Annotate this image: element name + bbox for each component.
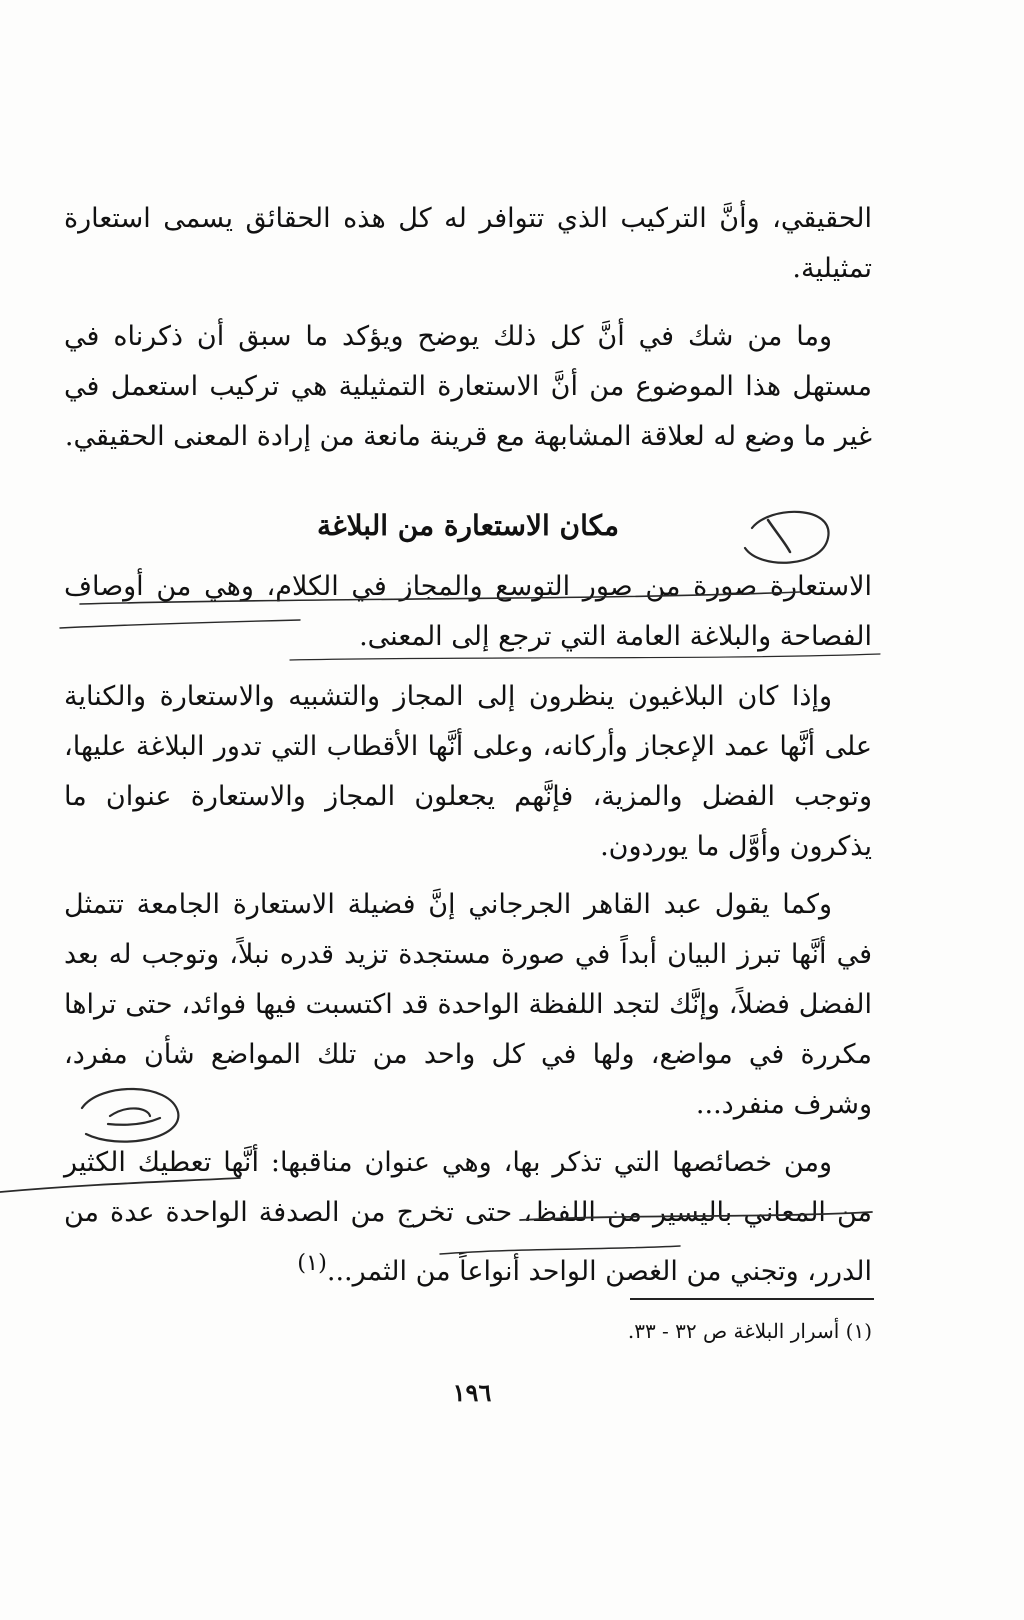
- footnote-divider: [630, 1298, 874, 1300]
- paragraph-4: [64, 672, 872, 872]
- section-heading: مكان الاستعارة من البلاغة: [316, 509, 620, 542]
- paragraph-2: [64, 312, 872, 462]
- page-number: ١٩٦: [452, 1378, 492, 1407]
- paragraph-5-text: وكما يقول عبد القاهر الجرجاني إنَّ فضيلة الاستعارة الجامعة تتمثل في أنَّها تبرز البيان أبداً في صورة مستجدة تزيد قدره نبلاً، وتوجب له بعد الفضل فضلاً، وإنَّك لتجد اللفظة الواحدة قد اكتسبت فيها فوائد، حتى تراها مكررة في مواضع، ولها في كل واحد من تلك المواضع شأن مفرد، وشرف منفرد...: [64, 889, 872, 1120]
- paragraph-1: الحقيقي، وأنَّ التركيب الذي تتوافر له كل هذه الحقائق يسمى استعارة تمثيلية.: [64, 203, 872, 284]
- paragraph-3: الاستعارة صورة من صور التوسع والمجاز في الكلام، وهي من أوصاف الفصاحة والبلاغة العامة التي ترجع إلى المعنى.: [64, 571, 872, 652]
- paragraph-6: [64, 1138, 872, 1297]
- footnote-reference: (١): [297, 1250, 327, 1276]
- paragraph-5: [64, 880, 872, 1130]
- paragraph-4-text: وإذا كان البلاغيون ينظرون إلى المجاز والتشبيه والاستعارة والكناية على أنَّها عمد الإعجاز وأركانه، وعلى أنَّها الأقطاب التي تدور البلاغة عليها، وتوجب الفضل والمزية، فإنَّهم يجعلون المجاز والاستعارة عنوان ما يذكرون وأوَّل ما يوردون.: [64, 681, 872, 862]
- footnote: (١) أسرار البلاغة ص ٣٢ - ٣٣.: [627, 1319, 872, 1343]
- paragraph-6-text: ومن خصائصها التي تذكر بها، وهي عنوان مناقبها: أنَّها تعطيك الكثير من المعاني باليسير من اللفظ، حتى تخرج من الصدفة الواحدة عدة من الدرر، وتجني من الغصن الواحد أنواعاً من الثمر...: [64, 1147, 872, 1287]
- paragraph-2-text: وما من شك في أنَّ كل ذلك يوضح ويؤكد ما سبق أن ذكرناه في مستهل هذا الموضوع من أنَّ الاستعارة التمثيلية هي تركيب استعمل في غير ما وضع له لعلاقة المشابهة مع قرينة مانعة من إرادة المعنى الحقيقي.: [64, 321, 872, 452]
